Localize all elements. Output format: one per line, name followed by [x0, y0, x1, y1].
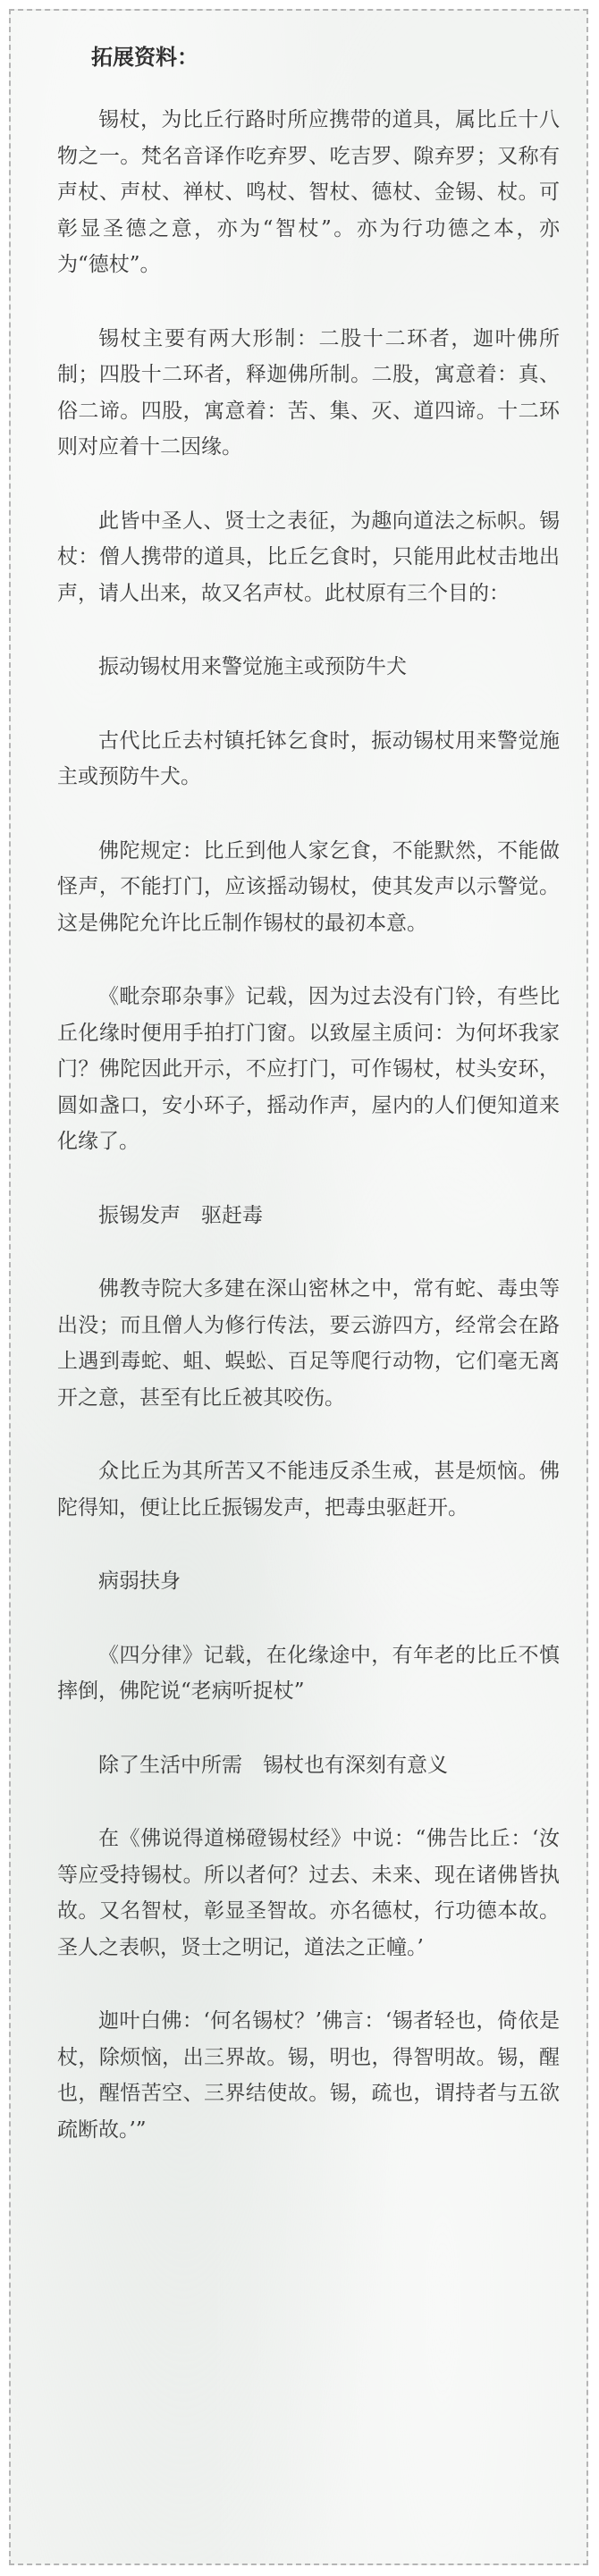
paragraph-purpose: 此皆中圣人、贤士之表征，为趣向道法之标帜。锡杖：僧人携带的道具，比丘乞食时，只能用此杖击地出声，请人出来，故又名声杖。此杖原有三个目的：	[57, 509, 560, 605]
paragraph-sutra-quote: 在《佛说得道梯磴锡杖经》中说：“佛告比丘：‘汝等应受持锡杖。所以者何？过去、未来、现在诸佛皆执故。又名智杖，彰显圣智故。亦名德杖，行功德本故。圣人之表帜，贤士之明记，道法之正幢。’	[57, 1827, 560, 1959]
section-heading-drive-poison: 振锡发声 驱赶毒	[98, 1203, 263, 1227]
section-heading-support: 病弱扶身	[98, 1570, 181, 1593]
paragraph-forms: 锡杖主要有两大形制：二股十二环者，迦叶佛所制；四股十二环者，释迦佛所制。二股，寓意着：真、俗二谛。四股，寓意着：苦、集、灭、道四谛。十二环则对应着十二因缘。	[57, 326, 560, 459]
paragraph-alms: 古代比丘去村镇托钵乞食时，振动锡杖用来警觉施主或预防牛犬。	[57, 728, 560, 788]
paragraph-vinaya: 《毗奈耶杂事》记载，因为过去没有门铃，有些比丘化缘时便用手拍打门窗。以致屋主质问：为何坏我家门？佛陀因此开示，不应打门，可作锡杖，杖头安环，圆如盏口，安小环子，摇动作声，屋内的人们便知道来化缘了。	[57, 985, 560, 1153]
paragraph-rule: 佛陀规定：比丘到他人家乞食，不能默然，不能做怪声，不能打门，应该摇动锡杖，使其发声以示警觉。这是佛陀允许比丘制作锡杖的最初本意。	[57, 838, 560, 935]
paragraph-four-part-vinaya: 《四分律》记载，在化缘途中，有年老的比丘不慎摔倒，佛陀说“老病听捉杖”	[57, 1643, 560, 1703]
paragraph-mountains: 佛教寺院大多建在深山密林之中，常有蛇、毒虫等出没；而且僧人为修行传法，要云游四方，经常会在路上遇到毒蛇、蛆、蜈蚣、百足等爬行动物，它们毫无离开之意，甚至有比丘被其咬伤。	[57, 1277, 560, 1410]
section-heading-meaning: 除了生活中所需 锡杖也有深刻有意义	[98, 1753, 448, 1777]
paragraph-kasyapa: 迦叶白佛：‘何名锡杖？’佛言：‘锡者轻也，倚依是杖，除烦恼，出三界故。锡，明也，得智明故。锡，醒也，醒悟苦空、三界结使故。锡，疏也，谓持者与五欲疏断故。’”	[57, 2009, 560, 2142]
article-title: 拓展资料：	[91, 44, 198, 70]
paragraph-definition: 锡杖，为比丘行路时所应携带的道具，属比丘十八物之一。梵名音译作吃弃罗、吃吉罗、隙弃罗；又称有声杖、声杖、禅杖、鸣杖、智杖、德杖、金锡、杖。可彰显圣德之意，亦为“智杖”。亦为行功德之本，亦为“德杖”。	[57, 108, 560, 276]
section-heading-alert: 振动锡杖用来警觉施主或预防牛犬	[98, 655, 407, 678]
article-content	[57, 39, 560, 2185]
paragraph-drive-away: 众比丘为其所苦又不能违反杀生戒，甚是烦恼。佛陀得知，便让比丘振锡发声，把毒虫驱赶开。	[57, 1460, 560, 1520]
article-frame	[9, 9, 588, 2565]
